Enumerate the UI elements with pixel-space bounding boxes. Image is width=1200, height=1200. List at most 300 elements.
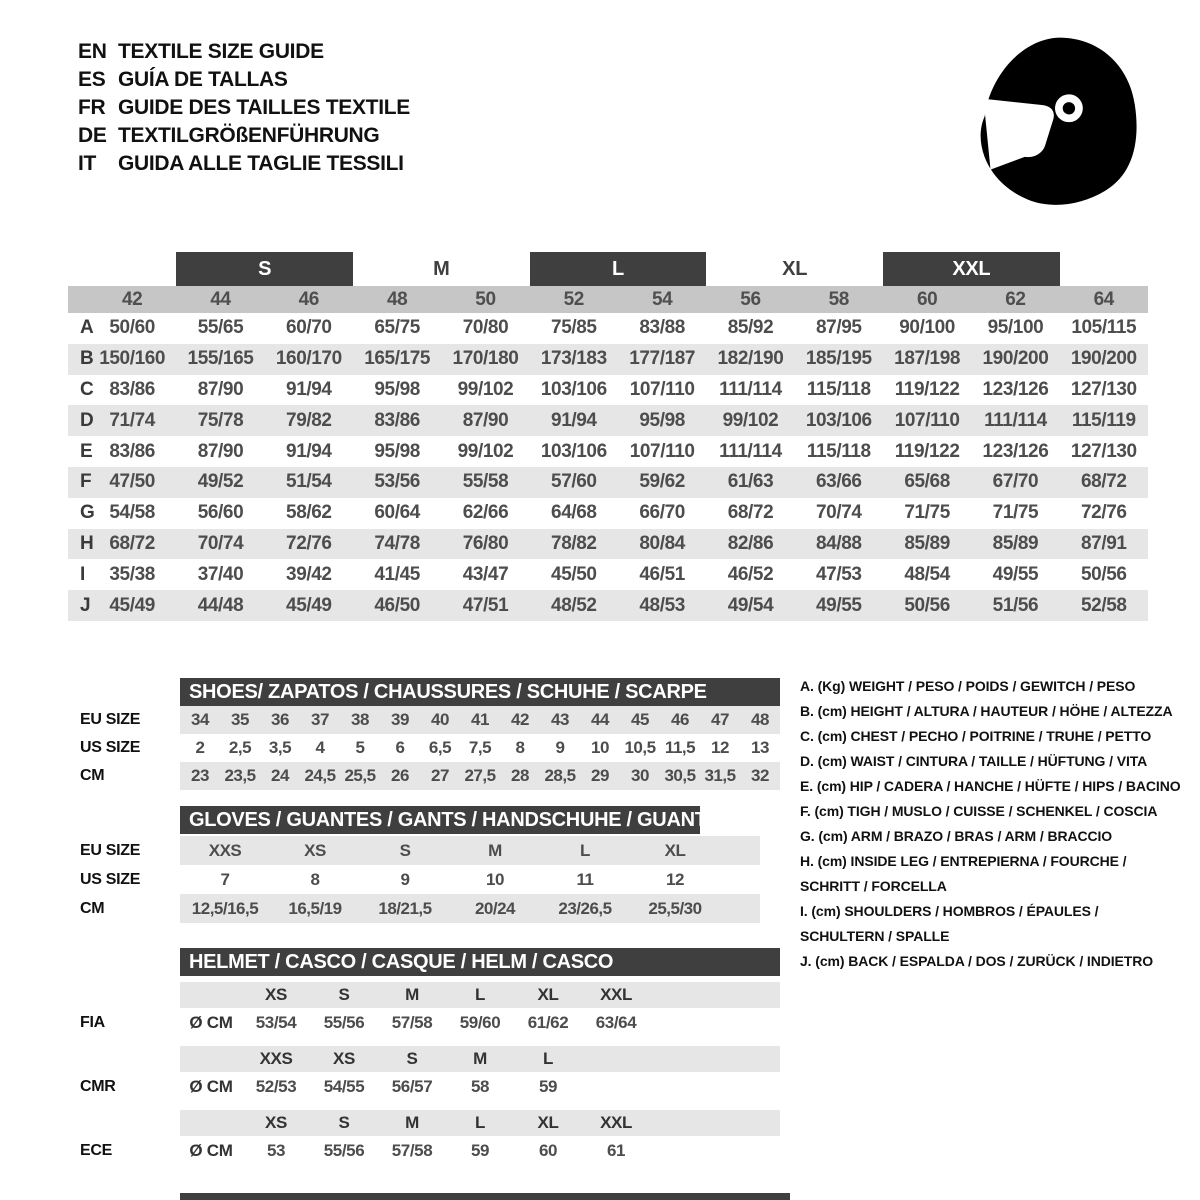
- size-value: 28,5: [544, 766, 576, 785]
- size-value: 6,5: [428, 738, 452, 757]
- gloves-row: [68, 836, 780, 865]
- legend-line: E. (cm) HIP / CADERA / HANCHE / HÜFTE / HIPS / BACINO: [800, 778, 1181, 794]
- size-value: 61/63: [727, 471, 774, 493]
- size-value: 49/52: [197, 471, 244, 493]
- size-label: M: [473, 1049, 487, 1068]
- size-value: 71/75: [992, 502, 1039, 524]
- size-value: 70/74: [816, 502, 862, 524]
- size-value: 103/106: [540, 440, 607, 462]
- language-title: TEXTILE SIZE GUIDE: [118, 40, 324, 63]
- size-value: 51/54: [286, 471, 332, 493]
- value-band: [180, 865, 760, 894]
- size-value: 50/56: [904, 594, 950, 616]
- textile-size-table: [68, 252, 1148, 621]
- value-band: [180, 894, 760, 923]
- shoes-row: [68, 706, 780, 734]
- size-value: 173/183: [540, 348, 607, 370]
- size-value: 53/56: [374, 471, 420, 493]
- row-label: D: [80, 409, 94, 431]
- helmet-size-header: [68, 1046, 780, 1072]
- size-value: 46: [671, 710, 689, 729]
- numeric-size: 56: [740, 288, 761, 310]
- size-label: XS: [265, 1113, 287, 1132]
- legend-list: [800, 674, 1192, 974]
- size-value: 41: [471, 710, 489, 729]
- size-value: 45/49: [109, 594, 155, 616]
- shoes-row: [68, 734, 780, 762]
- size-value: 59/62: [639, 471, 685, 493]
- size-value: 46/52: [727, 563, 774, 585]
- value-band: [180, 734, 780, 762]
- size-value: 68/72: [1081, 471, 1127, 493]
- row-label: B: [80, 348, 94, 370]
- size-value: 72/76: [1081, 502, 1127, 524]
- size-value: 58/62: [286, 502, 332, 524]
- size-label: XXL: [600, 1113, 632, 1132]
- helmet-group: [68, 1046, 780, 1102]
- size-value: 83/86: [109, 378, 155, 400]
- size-value: 40: [431, 710, 449, 729]
- size-value: 70/74: [197, 532, 244, 554]
- size-value: 60/70: [286, 317, 332, 339]
- value-band: [180, 1110, 780, 1136]
- size-value: L: [580, 840, 590, 860]
- size-value: 2,5: [228, 738, 252, 757]
- size-value: 85/92: [727, 317, 774, 339]
- size-value: 51/56: [992, 594, 1039, 616]
- row-label: F: [80, 471, 92, 493]
- size-value: 47/50: [109, 471, 155, 493]
- language-title: GUÍA DE TALLAS: [118, 68, 288, 91]
- language-code: IT: [78, 152, 97, 175]
- size-value: 187/198: [894, 348, 961, 370]
- size-value: 55/56: [323, 1013, 365, 1032]
- size-value: 59/60: [459, 1013, 501, 1032]
- legend-line: H. (cm) INSIDE LEG / ENTREPIERNA / FOURCHE /: [800, 853, 1127, 869]
- helmet-group: [68, 1110, 780, 1166]
- row-label: G: [80, 502, 95, 524]
- size-value: 99/102: [457, 378, 514, 400]
- size-label: M: [405, 985, 419, 1004]
- size-value: 63/64: [595, 1013, 637, 1032]
- size-value: 107/110: [629, 378, 695, 400]
- unit-spacer: [180, 1110, 242, 1136]
- row-label: C: [80, 378, 94, 400]
- legend-item: [800, 724, 1192, 749]
- numeric-size: 62: [1005, 288, 1026, 310]
- size-value: 25,5/30: [648, 898, 702, 918]
- size-value: 56/57: [391, 1077, 433, 1096]
- language-row: [78, 122, 410, 150]
- shoes-section-title: SHOES/ ZAPATOS / CHAUSSURES / SCHUHE / SCARPE: [180, 678, 780, 706]
- size-value: 52/58: [1081, 594, 1127, 616]
- row-label-spacer: [68, 286, 88, 313]
- size-value: 50/56: [1081, 563, 1127, 585]
- size-value: 91/94: [551, 409, 597, 431]
- size-value: 37/40: [197, 563, 244, 585]
- legend-item: [800, 849, 1192, 899]
- size-value: 177/187: [629, 348, 696, 370]
- value-band: [180, 982, 780, 1008]
- size-value: 105/115: [1071, 317, 1137, 339]
- size-value: 27,5: [464, 766, 496, 785]
- helmet-value-row: [68, 1136, 780, 1166]
- size-value: 57/58: [391, 1013, 433, 1032]
- size-value: 13: [751, 738, 769, 757]
- size-value: 68/72: [727, 502, 774, 524]
- size-value: 44: [591, 710, 609, 729]
- size-value: 57/58: [391, 1141, 433, 1160]
- language-row: [78, 66, 410, 94]
- size-value: 95/98: [374, 378, 420, 400]
- size-value: 87/95: [816, 317, 862, 339]
- size-value: 23/26,5: [558, 898, 612, 918]
- legend-line: SCHULTERN / SPALLE: [800, 928, 950, 944]
- size-value: 85/89: [904, 532, 950, 554]
- size-value: 115/119: [1071, 409, 1136, 431]
- size-group-label: S: [176, 252, 353, 286]
- value-band: [180, 1046, 780, 1072]
- size-label: XXL: [600, 985, 632, 1004]
- size-value: 87/90: [462, 409, 509, 431]
- size-value: 48/54: [904, 563, 950, 585]
- size-value: 9: [555, 738, 565, 757]
- legend-line: C. (cm) CHEST / PECHO / POITRINE / TRUHE / PETTO: [800, 728, 1152, 744]
- measurement-row: [68, 436, 1148, 467]
- size-value: XXS: [208, 840, 242, 860]
- size-value: 46/50: [374, 594, 420, 616]
- size-value: 5: [355, 738, 365, 757]
- size-value: 80/84: [639, 532, 685, 554]
- size-value: 44/48: [197, 594, 244, 616]
- size-value: 127/130: [1070, 440, 1137, 462]
- legend-line: B. (cm) HEIGHT / ALTURA / HAUTEUR / HÖHE / ALTEZZA: [800, 703, 1173, 719]
- numeric-size: 60: [916, 288, 938, 310]
- size-value: 55/65: [197, 317, 244, 339]
- size-value: 47/53: [816, 563, 862, 585]
- size-value: 103/106: [805, 409, 872, 431]
- value-band: [180, 1136, 780, 1166]
- helmet-section-title: HELMET / CASCO / CASQUE / HELM / CASCO: [180, 948, 780, 976]
- size-value: 190/200: [982, 348, 1049, 370]
- size-label: M: [405, 1113, 419, 1132]
- size-value: 48: [751, 710, 769, 729]
- size-value: 115/118: [806, 440, 871, 462]
- size-value: S: [399, 840, 411, 860]
- size-value: 49/55: [992, 563, 1039, 585]
- size-value: 103/106: [540, 378, 607, 400]
- size-value: 24: [271, 766, 289, 785]
- language-code: DE: [78, 124, 107, 147]
- legend-line: A. (Kg) WEIGHT / PESO / POIDS / GEWITCH / PESO: [800, 678, 1136, 694]
- size-value: 24,5: [304, 766, 336, 785]
- size-value: 155/165: [187, 348, 254, 370]
- size-value: 95/100: [987, 317, 1044, 339]
- legend-item: [800, 749, 1192, 774]
- size-value: 54/55: [323, 1077, 365, 1096]
- measurement-row: [68, 529, 1148, 560]
- size-value: 18/21,5: [378, 898, 432, 918]
- size-value: 111/114: [984, 409, 1047, 431]
- legend-line: J. (cm) BACK / ESPALDA / DOS / ZURÜCK / INDIETRO: [800, 953, 1154, 969]
- size-value: 107/110: [894, 409, 960, 431]
- size-value: XS: [304, 840, 326, 860]
- row-label: H: [80, 532, 94, 554]
- numeric-size: 50: [475, 288, 496, 310]
- size-value: 165/175: [364, 348, 431, 370]
- size-value: 150/160: [99, 348, 166, 370]
- size-value: 74/78: [374, 532, 420, 554]
- size-label: XS: [265, 985, 287, 1004]
- row-label: A: [80, 317, 94, 339]
- size-value: 59: [538, 1077, 558, 1096]
- size-value: 25,5: [344, 766, 376, 785]
- legend-item: [800, 774, 1192, 799]
- size-value: 68/72: [109, 532, 155, 554]
- measurement-row: [68, 344, 1148, 375]
- size-value: 4: [315, 738, 325, 757]
- size-value: 12,5/16,5: [191, 898, 259, 918]
- size-value: 35/38: [109, 563, 155, 585]
- size-value: 47/51: [462, 594, 509, 616]
- helmet-size-header: [68, 1110, 780, 1136]
- size-value: 107/110: [629, 440, 695, 462]
- size-value: 127/130: [1070, 378, 1137, 400]
- size-value: 49/55: [816, 594, 862, 616]
- size-value: 43: [551, 710, 569, 729]
- size-value: 60/64: [374, 502, 420, 524]
- size-value: 119/122: [894, 378, 960, 400]
- size-value: 90/100: [899, 317, 955, 339]
- language-title: GUIDA ALLE TAGLIE TESSILI: [118, 152, 404, 175]
- size-value: 78/82: [551, 532, 597, 554]
- numeric-size: 58: [828, 288, 849, 310]
- unit-label: Ø CM: [189, 1141, 233, 1160]
- size-value: 99/102: [722, 409, 779, 431]
- unit-spacer: [180, 1046, 242, 1072]
- size-value: 115/118: [806, 378, 871, 400]
- row-label: CM: [80, 767, 105, 784]
- row-label: FIA: [80, 1014, 105, 1031]
- row-label: CMR: [80, 1078, 116, 1095]
- size-value: 7: [220, 869, 230, 889]
- size-value: 63/66: [816, 471, 862, 493]
- size-value: 72/76: [286, 532, 332, 554]
- size-value: 46/51: [639, 563, 685, 585]
- value-band: [180, 706, 780, 734]
- size-value: 43/47: [462, 563, 509, 585]
- size-value: 31,5: [704, 766, 736, 785]
- legend-item: [800, 824, 1192, 849]
- size-value: 75/85: [551, 317, 597, 339]
- size-label: S: [338, 1113, 350, 1132]
- size-value: 71/74: [109, 409, 155, 431]
- size-value: 38: [351, 710, 369, 729]
- row-label: I: [80, 563, 86, 585]
- legend-item: [800, 699, 1192, 724]
- row-label: E: [80, 440, 93, 462]
- size-value: 47: [711, 710, 729, 729]
- value-band: [180, 1072, 780, 1102]
- racing-helmet-icon: [969, 29, 1146, 215]
- language-list: [78, 38, 410, 178]
- size-value: 91/94: [286, 440, 332, 462]
- language-title: TEXTILGRÖßENFÜHRUNG: [118, 124, 380, 147]
- size-value: 57/60: [551, 471, 597, 493]
- size-value: 61/62: [527, 1013, 569, 1032]
- size-value: 60: [538, 1141, 558, 1160]
- size-value: 160/170: [275, 348, 342, 370]
- shoes-rows: [68, 706, 780, 790]
- legend-item: [800, 949, 1192, 974]
- size-value: 39: [391, 710, 409, 729]
- size-label: XL: [537, 1113, 559, 1132]
- size-value: 85/89: [992, 532, 1039, 554]
- size-value: 65/68: [904, 471, 950, 493]
- size-value: 10,5: [624, 738, 656, 757]
- size-value: 42: [511, 710, 529, 729]
- size-value: 35: [231, 710, 249, 729]
- size-value: 10: [591, 738, 609, 757]
- size-value: 83/86: [109, 440, 155, 462]
- size-value: 12: [711, 738, 729, 757]
- size-value: 95/98: [639, 409, 685, 431]
- legend-item: [800, 899, 1192, 949]
- size-value: 48/53: [639, 594, 685, 616]
- size-value: 36: [271, 710, 289, 729]
- language-row: [78, 38, 410, 66]
- numeric-size: 48: [386, 288, 408, 310]
- size-value: 95/98: [374, 440, 420, 462]
- size-value: 50/60: [109, 317, 155, 339]
- unit-label: Ø CM: [189, 1013, 233, 1032]
- row-label: US SIZE: [80, 739, 141, 756]
- numeric-size: 52: [563, 288, 584, 310]
- size-value: 41/45: [374, 563, 420, 585]
- size-group-label: XL: [782, 257, 808, 280]
- language-title: GUIDE DES TAILLES TEXTILE: [118, 96, 410, 119]
- helmet-value-row: [68, 1072, 780, 1102]
- size-value: 28: [511, 766, 529, 785]
- shoes-row: [68, 762, 780, 790]
- size-label: L: [475, 985, 485, 1004]
- helmet-groups: [68, 982, 780, 1174]
- measurement-row: [68, 498, 1148, 529]
- size-value: 182/190: [717, 348, 784, 370]
- size-value: 91/94: [286, 378, 332, 400]
- size-value: 76/80: [462, 532, 509, 554]
- size-value: 54/58: [109, 502, 155, 524]
- unit-label: Ø CM: [189, 1077, 233, 1096]
- size-value: 55/56: [323, 1141, 365, 1160]
- size-value: 20/24: [474, 898, 516, 918]
- legend-item: [800, 799, 1192, 824]
- size-label: XL: [537, 985, 559, 1004]
- size-value: 84/88: [816, 532, 862, 554]
- size-value: 6: [395, 738, 405, 757]
- numeric-size-row: [68, 286, 1148, 313]
- measurement-row: [68, 375, 1148, 406]
- size-value: 52/53: [255, 1077, 297, 1096]
- size-value: 79/82: [286, 409, 332, 431]
- helmet-group: [68, 982, 780, 1038]
- size-value: 53/54: [255, 1013, 297, 1032]
- language-row: [78, 94, 410, 122]
- size-value: 83/86: [374, 409, 420, 431]
- gloves-row: [68, 894, 780, 923]
- legend-item: [800, 674, 1192, 699]
- racing-helmet-icon: [975, 35, 1140, 210]
- size-value: 48/52: [551, 594, 597, 616]
- size-value: 30: [631, 766, 649, 785]
- value-band: [180, 762, 780, 790]
- gloves-row: [68, 865, 780, 894]
- size-value: 87/91: [1081, 532, 1127, 554]
- size-value: 99/102: [457, 440, 514, 462]
- size-value: 29: [591, 766, 609, 785]
- numeric-size: 46: [298, 288, 319, 310]
- size-value: 56/60: [197, 502, 244, 524]
- size-value: 111/114: [719, 440, 782, 462]
- size-label: XS: [333, 1049, 355, 1068]
- row-label: EU SIZE: [80, 841, 141, 859]
- size-value: 32: [751, 766, 769, 785]
- size-group-label: M: [433, 257, 450, 280]
- size-value: 53: [266, 1141, 286, 1160]
- size-value: 23: [191, 766, 209, 785]
- size-value: 111/114: [719, 378, 782, 400]
- legend-line: D. (cm) WAIST / CINTURA / TAILLE / HÜFTUNG / VITA: [800, 753, 1148, 769]
- size-value: 3,5: [268, 738, 292, 757]
- size-label: S: [406, 1049, 418, 1068]
- size-value: 87/90: [197, 378, 244, 400]
- size-value: 87/90: [197, 440, 244, 462]
- size-label: L: [475, 1113, 485, 1132]
- size-value: M: [488, 840, 502, 860]
- size-value: 123/126: [982, 440, 1049, 462]
- size-value: 66/70: [639, 502, 685, 524]
- size-value: 8: [515, 738, 525, 757]
- value-band: [180, 1008, 780, 1038]
- legend-line: F. (cm) TIGH / MUSLO / CUISSE / SCHENKEL / COSCIA: [800, 803, 1158, 819]
- size-label: S: [338, 985, 350, 1004]
- size-value: 12: [666, 869, 684, 889]
- size-value: 11,5: [664, 738, 696, 757]
- size-group-row: [68, 252, 1148, 286]
- row-label: J: [80, 594, 91, 616]
- size-group-label: L: [530, 252, 707, 286]
- size-value: 55/58: [462, 471, 509, 493]
- measurement-row: [68, 559, 1148, 590]
- language-code: FR: [78, 96, 106, 119]
- size-value: 11: [576, 869, 594, 889]
- next-section-bar: [180, 1193, 790, 1200]
- size-value: 59: [470, 1141, 490, 1160]
- size-value: 39/42: [286, 563, 332, 585]
- size-value: 23,5: [224, 766, 256, 785]
- size-value: 119/122: [894, 440, 960, 462]
- size-value: 61: [606, 1141, 626, 1160]
- size-group-label: XXL: [883, 252, 1060, 286]
- language-code: EN: [78, 40, 107, 63]
- size-value: 82/86: [727, 532, 774, 554]
- row-label: CM: [80, 899, 105, 917]
- legend-line: SCHRITT / FORCELLA: [800, 878, 947, 894]
- size-value: 70/80: [462, 317, 509, 339]
- size-value: 34: [191, 710, 209, 729]
- size-value: 123/126: [982, 378, 1049, 400]
- size-value: 45/50: [551, 563, 597, 585]
